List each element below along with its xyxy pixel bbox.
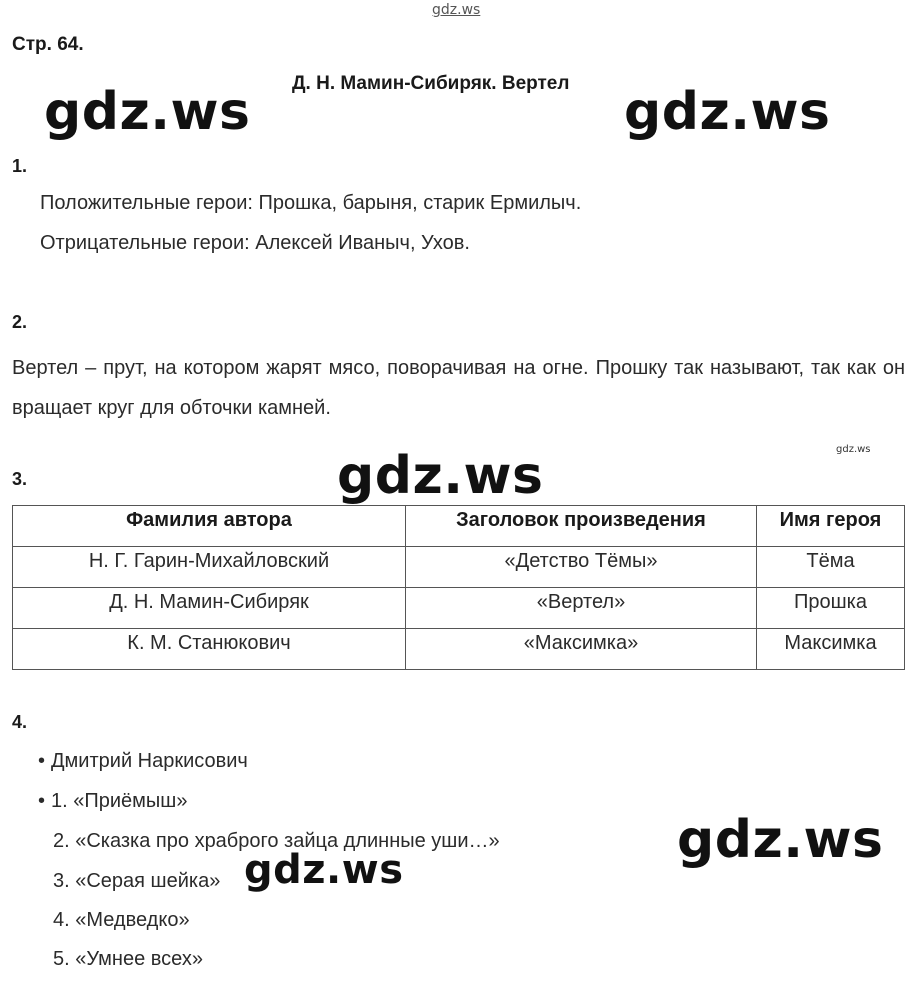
page-reference: Стр. 64. [12, 34, 84, 55]
cell-hero: Прошка [757, 588, 905, 629]
watermark-2: gdz.ws [624, 82, 831, 142]
header-hero: Имя героя [757, 506, 905, 547]
question-4-number: 4. [12, 712, 28, 732]
question-1-number: 1. [12, 156, 28, 176]
watermark-1: gdz.ws [44, 82, 251, 142]
question-1-negative: Отрицательные герои: Алексей Иваныч, Ухов. [40, 232, 470, 254]
question-2-number: 2. [12, 312, 28, 332]
cell-hero: Максимка [757, 629, 905, 670]
table-row [13, 629, 905, 670]
question-4-bullet-works [38, 789, 187, 813]
list-item: 3. «Серая шейка» [53, 870, 221, 892]
list-item: 1. «Приёмыш» [51, 790, 188, 812]
list-item: 5. «Умнее всех» [53, 948, 203, 970]
cell-author: Н. Г. Гарин-Михайловский [13, 547, 406, 588]
bullet-text: Дмитрий Наркисович [51, 750, 248, 772]
cell-author: Д. Н. Мамин-Сибиряк [13, 588, 406, 629]
cell-title: «Максимка» [406, 629, 757, 670]
header-author: Фамилия автора [13, 506, 406, 547]
question-2-text: Вертел – прут, на котором жарят мясо, поворачивая на огне. Прошку так называют, так как он вращает круг для обточки камней. [12, 357, 905, 419]
heroes-table [12, 505, 905, 670]
watermark-top: gdz.ws [432, 2, 481, 18]
list-item: 2. «Сказка про храброго зайца длинные уши…» [53, 830, 500, 852]
watermark-5: gdz.ws [244, 847, 404, 893]
cell-hero: Тёма [757, 547, 905, 588]
question-4-bullet-name [38, 749, 248, 773]
watermark-4: gdz.ws [677, 810, 884, 870]
cell-author: К. М. Станюкович [13, 629, 406, 670]
cell-title: «Вертел» [406, 588, 757, 629]
watermark-3: gdz.ws [337, 446, 544, 506]
cell-title: «Детство Тёмы» [406, 547, 757, 588]
table-row [13, 588, 905, 629]
page-title: Д. Н. Мамин-Сибиряк. Вертел [292, 73, 570, 94]
table-row [13, 547, 905, 588]
header-title: Заголовок произведения [406, 506, 757, 547]
question-3-number: 3. [12, 469, 28, 489]
question-1-positive: Положительные герои: Прошка, барыня, старик Ермилыч. [40, 192, 582, 214]
watermark-tiny: gdz.ws [836, 444, 871, 455]
list-item: 4. «Медведко» [53, 909, 190, 931]
table-header-row [13, 506, 905, 547]
